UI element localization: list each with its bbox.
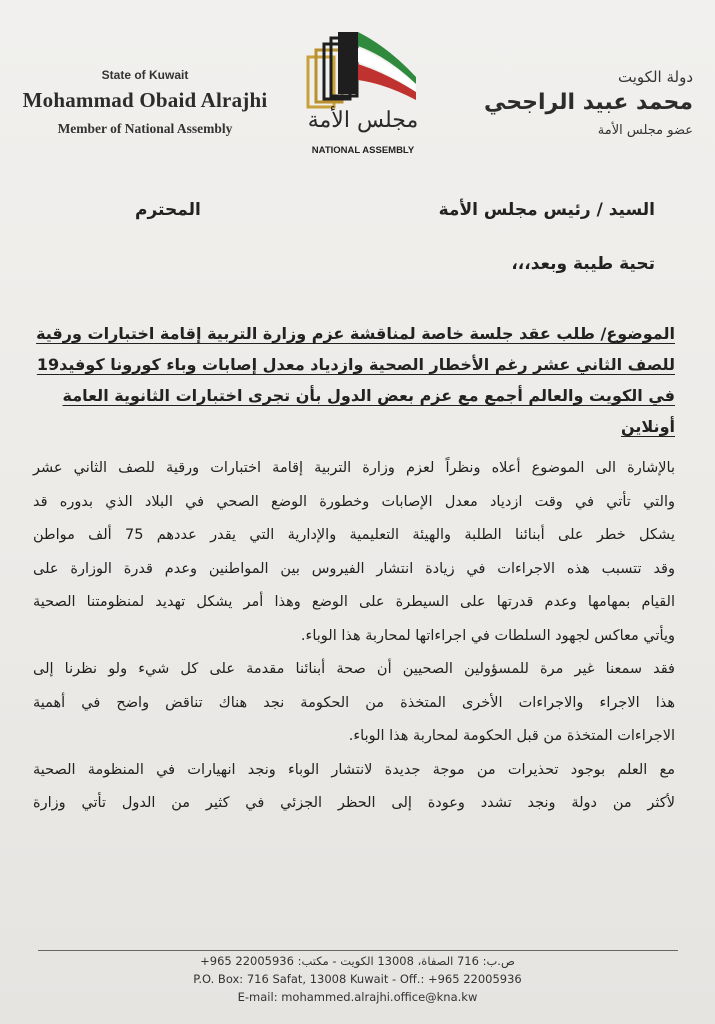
body-line: مع العلم بوجود تحذيرات من موجة جديدة لانتشار الوباء ونجد انهيارات في المنظومة الصحية [33, 761, 675, 778]
body-line: بالإشارة الى الموضوع أعلاه ونظراً لعزم وزارة التربية إقامة اختبارات ورقية للصف الثاني عشر [33, 460, 675, 476]
ar-state-label: دولة الكويت [618, 68, 693, 86]
national-assembly-logo-icon [298, 22, 428, 162]
honorific-text: المحترم [135, 200, 201, 220]
footer-arabic-address: ص.ب: 716 الصفاة، 13008 الكويت - مكتب: 22005936 965+ [200, 954, 515, 968]
addressee-text: السيد / رئيس مجلس الأمة [438, 200, 655, 220]
body-line: الاجراءات المتخذة من قبل الحكومة لمحاربة هذا الوباء. [348, 728, 675, 744]
body-line: فقد سمعنا غير مرة للمسؤولين الصحيين أن صحة أبنائنا مقدمة على كل شيء ولو نظرنا إلى [33, 661, 675, 677]
body-line: لأكثر من دولة ونجد تشدد وعودة إلى الحظر الجزئي في كثير من الدول تأتي وزارة [33, 795, 675, 811]
arabic-header [453, 68, 693, 138]
en-member-role: Member of National Assembly [57, 121, 233, 136]
subject-line: الموضوع/ طلب عقد جلسة خاصة لمناقشة عزم وزارة التربية إقامة اختبارات ورقية [36, 324, 675, 343]
footer-divider [38, 950, 678, 951]
footer-english-address: P.O. Box: 716 Safat, 13008 Kuwait - Off.: +965 22005936 [193, 972, 522, 986]
en-state-label: State of Kuwait [101, 68, 189, 82]
addressee-line [135, 200, 655, 220]
footer-email: E-mail: mohammed.alrajhi.office@kna.kw [237, 990, 478, 1004]
footer [0, 952, 715, 1006]
body-line: هذا الاجراء والاجراءات الأخرى المتخذة من الحكومة نجد هناك تناقض واضح في أهمية [33, 694, 675, 711]
logo-english-text: NATIONAL ASSEMBLY [311, 145, 415, 156]
ar-member-name: محمد عبيد الراجحي [484, 90, 693, 115]
logo-arabic-text: مجلس الأمة [307, 108, 419, 133]
en-member-name: Mohammad Obaid Alrajhi [22, 88, 268, 112]
subject-line: أونلاين [621, 417, 675, 436]
letter-body [33, 452, 675, 821]
subject-block [35, 318, 675, 442]
body-line: يشكل خطر على أبنائنا الطلبة والهيئة التعليمية والإدارية التي يقدر عددهم 75 ألف مواطن [33, 527, 675, 543]
body-line: والتي تأتي في وقت ازدياد معدل الإصابات وخطورة الوضع الصحي في البلاد الذي بدوره قد [33, 493, 675, 510]
body-line: وقد تتسبب هذه الاجراءات في زيادة انتشار الفيروس بين المواطنين وعدم قدرة الوزارة على [33, 560, 675, 577]
body-line: القيام بمهامها وعدم قدرتها على السيطرة على الوضع وهذا أمر يشكل تهديد لمنظومتنا الصحية [33, 594, 675, 610]
subject-line: للصف الثاني عشر رغم الأخطار الصحية وازدياد معدل إصابات وباء كورونا كوفيد19 [36, 355, 675, 374]
subject-line: في الكويت والعالم أجمع مع عزم بعض الدول بأن تجرى اختبارات الثانوية العامة [62, 386, 675, 405]
greeting-text: تحية طيبة وبعد،،، [511, 254, 655, 274]
body-line: ويأتي معاكس لجهود السلطات في اجراءاتها لمحاربة هذا الوباء. [300, 627, 675, 644]
english-header [20, 68, 270, 137]
ar-member-role: عضو مجلس الأمة [597, 123, 693, 138]
